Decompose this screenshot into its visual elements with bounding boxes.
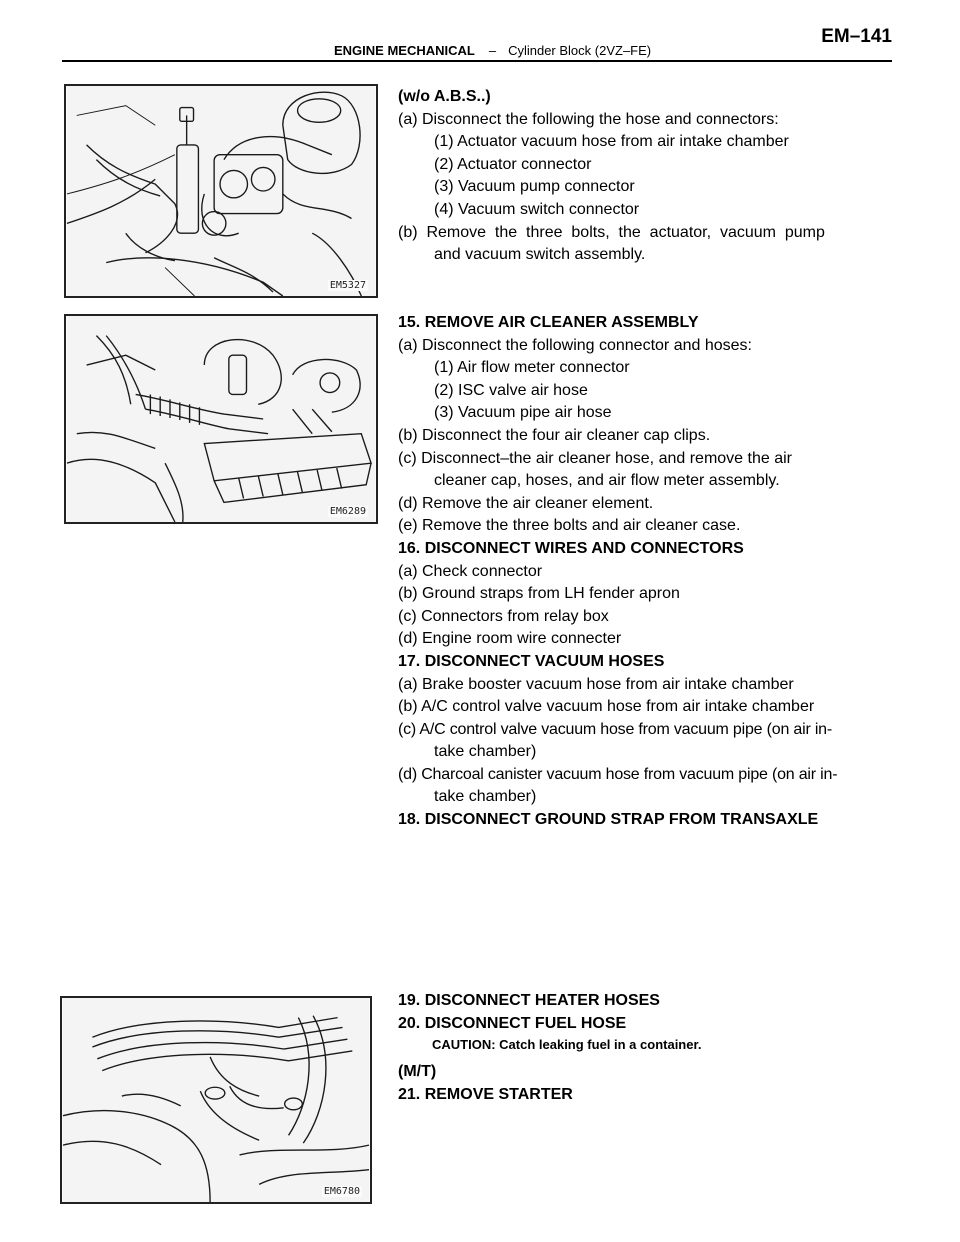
section-heading: (w/o A.B.S..) <box>398 88 491 105</box>
abs-section <box>398 86 873 267</box>
step-title: 19. DISCONNECT HEATER HOSES <box>398 992 660 1009</box>
step-line: take chamber) <box>434 788 537 806</box>
step-line: take chamber) <box>434 743 537 761</box>
figure-air-cleaner-assembly <box>64 314 378 524</box>
step-line: (b) A/C control valve vacuum hose from air intake chamber <box>398 698 815 716</box>
step-title: 15. REMOVE AIR CLEANER ASSEMBLY <box>398 314 699 331</box>
figure-heater-fuel-hoses <box>60 996 372 1204</box>
step-line: (3) Vacuum pipe air hose <box>434 404 612 422</box>
step-line: (a) Disconnect the following the hose and connectors: <box>398 110 779 128</box>
step-line: (1) Air flow meter connector <box>434 359 630 377</box>
step-line: (c) Connectors from relay box <box>398 607 609 625</box>
actuator-illustration <box>66 86 376 296</box>
running-head <box>334 43 651 58</box>
step-line: (d) Remove the air cleaner element. <box>398 494 654 512</box>
step-line: and vacuum switch assembly. <box>434 246 646 264</box>
step-title: 16. DISCONNECT WIRES AND CONNECTORS <box>398 539 744 557</box>
section-heading: (M/T) <box>398 1063 437 1081</box>
step-line: (1) Actuator vacuum hose from air intake chamber <box>434 133 789 151</box>
step-line: cleaner cap, hoses, and air flow meter assembly. <box>434 472 780 490</box>
step-title: 21. REMOVE STARTER <box>398 1085 573 1103</box>
subsection-title: Cylinder Block (2VZ–FE) <box>508 43 652 58</box>
step-line: (b) Remove the three bolts, the actuator, vacuum pump <box>398 223 825 241</box>
step-line: (a) Check connector <box>398 562 543 580</box>
step-line: (d) Engine room wire connecter <box>398 630 622 648</box>
step-line: (2) Actuator connector <box>434 155 592 173</box>
step-line: (2) ISC valve air hose <box>434 381 588 399</box>
figure-actuator-assembly <box>64 84 378 298</box>
figure-code: EM5327 <box>329 280 366 291</box>
step-line: (3) Vacuum pump connector <box>434 178 635 196</box>
figure-code: EM6780 <box>323 1186 360 1197</box>
figure-code: EM6289 <box>329 506 366 517</box>
step-line: (b) Ground straps from LH fender apron <box>398 585 680 603</box>
page-header <box>62 0 892 62</box>
step-line: (a) Brake booster vacuum hose from air intake chamber <box>398 675 794 693</box>
steps-19-21 <box>398 990 873 1106</box>
air-cleaner-illustration <box>66 316 376 522</box>
steps-15-18 <box>398 312 873 832</box>
hoses-illustration <box>62 998 370 1202</box>
step-line: (b) Disconnect the four air cleaner cap clips. <box>398 426 711 444</box>
section-title: ENGINE MECHANICAL <box>334 43 475 58</box>
caution-note: CAUTION: Catch leaking fuel in a container. <box>432 1037 702 1053</box>
header-rule <box>62 60 892 62</box>
step-line: (d) Charcoal canister vacuum hose from vacuum pipe (on air in- <box>398 765 838 783</box>
step-line: (e) Remove the three bolts and air cleaner case. <box>398 517 741 535</box>
step-line: (c) Disconnect–the air cleaner hose, and remove the air <box>398 449 792 467</box>
step-line: (a) Disconnect the following connector and hoses: <box>398 336 752 354</box>
step-title: 20. DISCONNECT FUEL HOSE <box>398 1014 627 1032</box>
step-title: 17. DISCONNECT VACUUM HOSES <box>398 652 665 670</box>
step-title: 18. DISCONNECT GROUND STRAP FROM TRANSAXLE <box>398 811 819 829</box>
header-separator: – <box>488 43 497 58</box>
step-line: (c) A/C control valve vacuum hose from vacuum pipe (on air in- <box>398 720 832 738</box>
step-line: (4) Vacuum switch connector <box>434 200 640 218</box>
page-number: EM–141 <box>821 26 892 47</box>
